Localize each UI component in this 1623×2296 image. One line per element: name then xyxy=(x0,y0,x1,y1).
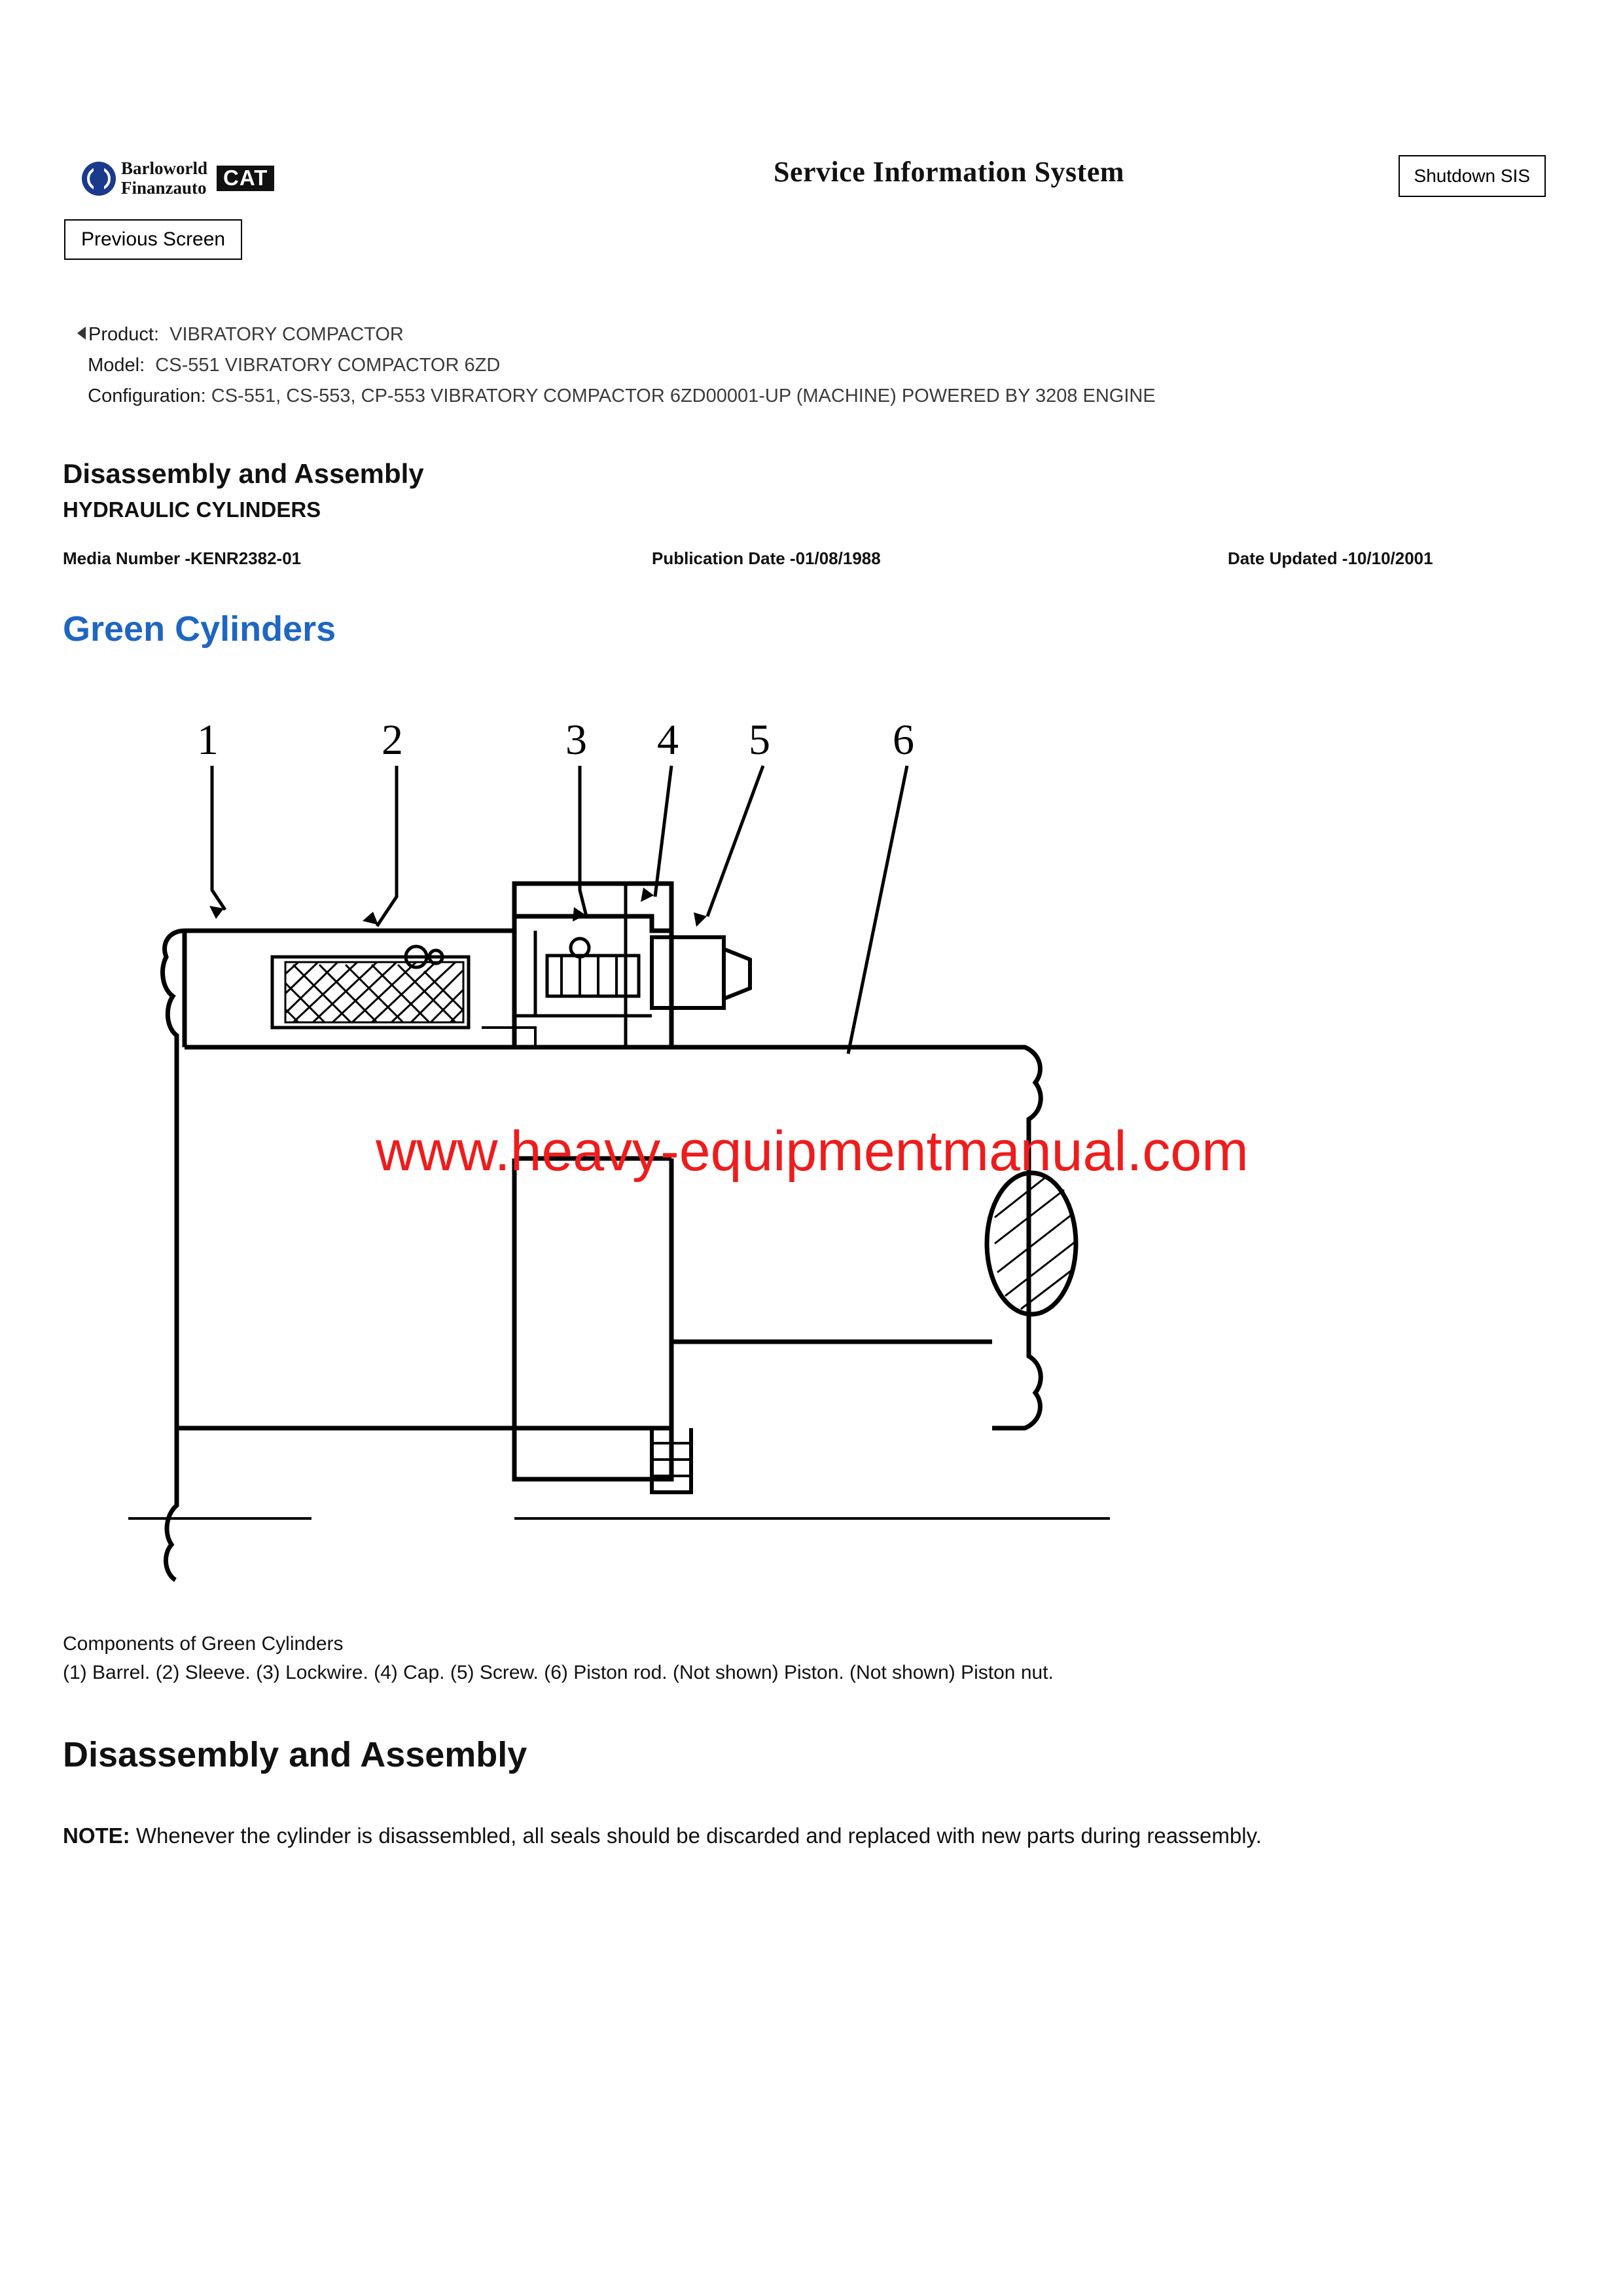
app-title: Service Information System xyxy=(773,156,1124,188)
publication-date: Publication Date -01/08/1988 xyxy=(652,548,881,568)
meta-row-configuration xyxy=(77,381,1550,412)
shutdown-sis-button[interactable]: Shutdown SIS xyxy=(1399,155,1546,197)
callout-2: 2 xyxy=(382,716,403,764)
figure-green-cylinders xyxy=(63,700,1561,1584)
note-text: Whenever the cylinder is disassembled, all seals should be discarded and replaced with new parts during reassembly. xyxy=(130,1823,1262,1848)
page-title: Disassembly and Assembly xyxy=(63,458,424,489)
watermark-text: www.heavy-equipmentmanual.com xyxy=(376,1120,1249,1183)
meta-row-product xyxy=(77,319,1550,350)
note-label: NOTE: xyxy=(63,1823,130,1848)
page-header xyxy=(0,147,1623,252)
figure-caption xyxy=(63,1630,1561,1687)
back-arrow-icon[interactable] xyxy=(77,327,86,340)
cat-emblem-icon xyxy=(82,162,116,196)
note-paragraph xyxy=(63,1820,1535,1852)
callout-4: 4 xyxy=(657,716,679,764)
product-value: VIBRATORY COMPACTOR xyxy=(169,324,404,345)
callout-1: 1 xyxy=(197,716,219,764)
product-label: Product: xyxy=(88,324,159,345)
callout-3: 3 xyxy=(565,716,587,764)
breadcrumb xyxy=(77,319,1550,412)
previous-screen-button[interactable]: Previous Screen xyxy=(64,219,242,260)
model-label: Model: xyxy=(88,354,145,376)
section-title: Green Cylinders xyxy=(63,609,336,649)
date-updated: Date Updated -10/10/2001 xyxy=(1228,548,1433,568)
body-heading: Disassembly and Assembly xyxy=(63,1735,527,1774)
model-value: CS-551 VIBRATORY COMPACTOR 6ZD xyxy=(155,354,501,376)
callout-5: 5 xyxy=(749,716,770,764)
media-number: Media Number -KENR2382-01 xyxy=(63,548,302,568)
meta-row-model xyxy=(77,350,1550,381)
configuration-label: Configuration: xyxy=(88,385,206,406)
cat-wordmark: CAT xyxy=(217,166,274,191)
page-subtitle: HYDRAULIC CYLINDERS xyxy=(63,497,321,522)
brand-line-1: Barloworld xyxy=(121,158,207,179)
brand-name xyxy=(121,159,207,197)
brand-logo xyxy=(82,154,324,203)
callout-6: 6 xyxy=(893,716,914,764)
figure-caption-line-1: Components of Green Cylinders xyxy=(63,1633,344,1655)
figure-caption-line-2: (1) Barrel. (2) Sleeve. (3) Lockwire. (4) Cap. (5) Screw. (6) Piston rod. (Not shown) Piston. (Not shown) Piston nut. xyxy=(63,1661,1054,1683)
configuration-value: CS-551, CS-553, CP-553 VIBRATORY COMPACTOR 6ZD00001-UP (MACHINE) POWERED BY 3208 ENGINE xyxy=(211,385,1156,406)
brand-line-2: Finanzauto xyxy=(121,177,207,198)
